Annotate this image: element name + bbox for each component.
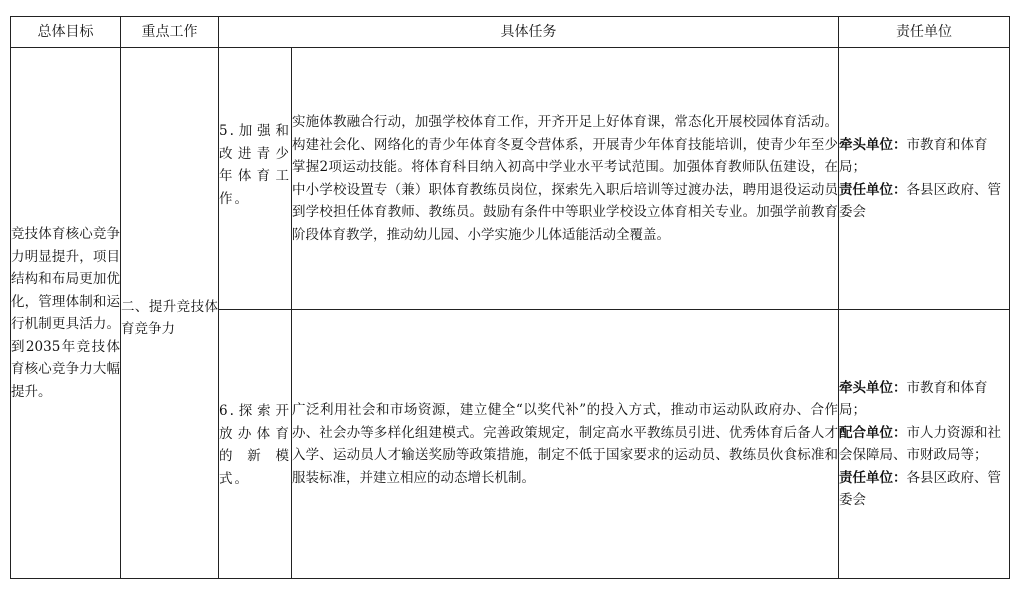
- subtask-cell: [219, 310, 292, 579]
- responsibility-lead: [839, 377, 1009, 422]
- table-header-row: [11, 17, 1010, 48]
- task-cell: 实施体教融合行动，加强学校体育工作，开齐开足上好体育课，常态化开展校园体育活动。构建社会化、网络化的青少年体育冬夏令营体系，开展青少年体育技能培训，使青少年至少掌握2项运动技能。将体育科目纳入初高中学业水平考试范围。加强体育教师队伍建设，在中小学校设置专（兼）职体育教练员岗位，探索先入职后培训等过渡办法，聘用退役运动员到学校担任体育教师、教练员。鼓励有条件中等职业学校设立体育相关专业。加强学前教育阶段体育教学，推动幼儿园、小学实施少儿体适能活动全覆盖。: [292, 48, 839, 310]
- responsibility-value: 各县区政府、管委会: [839, 181, 1001, 220]
- responsibility-responsible: [839, 467, 1009, 512]
- responsibility-cell: [839, 48, 1010, 310]
- header-specific-tasks: 具体任务: [219, 17, 839, 48]
- responsibility-value: 市教育和体育局；: [839, 136, 988, 175]
- responsibility-label: 配合单位：: [839, 424, 907, 441]
- header-overall-goal: 总体目标: [11, 17, 121, 48]
- overall-goal-cell: 竞技体育核心竞争力明显提升，项目结构和布局更加优化，管理体制和运行机制更具活力。到2035年竞技体育核心竞争力大幅提升。: [11, 48, 121, 579]
- responsibility-cooperating: [839, 422, 1009, 467]
- responsibility-label: 责任单位：: [839, 181, 907, 198]
- responsibility-label: 牵头单位：: [839, 136, 907, 153]
- subtask-text: 6.探索开放办体育的新模式。: [219, 403, 291, 487]
- plan-table: [10, 16, 1010, 579]
- responsibility-value: 市教育和体育局；: [839, 379, 988, 418]
- responsibility-label: 牵头单位：: [839, 379, 907, 396]
- task-cell: 广泛利用社会和市场资源，建立健全“以奖代补”的投入方式，推动市运动队政府办、合作办、社会办等多样化组建模式。完善政策规定，制定高水平教练员引进、优秀体育后备人才入学、运动员人才输送奖励等政策措施，制定不低于国家要求的运动员、教练员伙食标准和服装标准，并建立相应的动态增长机制。: [292, 310, 839, 579]
- header-responsible-unit: 责任单位: [839, 17, 1010, 48]
- key-work-text: 二、提升竞技体育竞争力: [121, 298, 218, 337]
- responsibility-lead: [839, 134, 1009, 179]
- subtask-cell: [219, 48, 292, 310]
- key-work-cell: [121, 48, 219, 579]
- subtask-text: 5.加强和改进青少年体育工作。: [219, 123, 291, 207]
- responsibility-responsible: [839, 179, 1009, 224]
- responsibility-cell: [839, 310, 1010, 579]
- responsibility-label: 责任单位：: [839, 469, 907, 486]
- responsibility-value: 市人力资源和社会保障局、市财政局等；: [839, 424, 1001, 463]
- table-row: [11, 48, 1010, 310]
- responsibility-value: 各县区政府、管委会: [839, 469, 1001, 508]
- header-key-work: 重点工作: [121, 17, 219, 48]
